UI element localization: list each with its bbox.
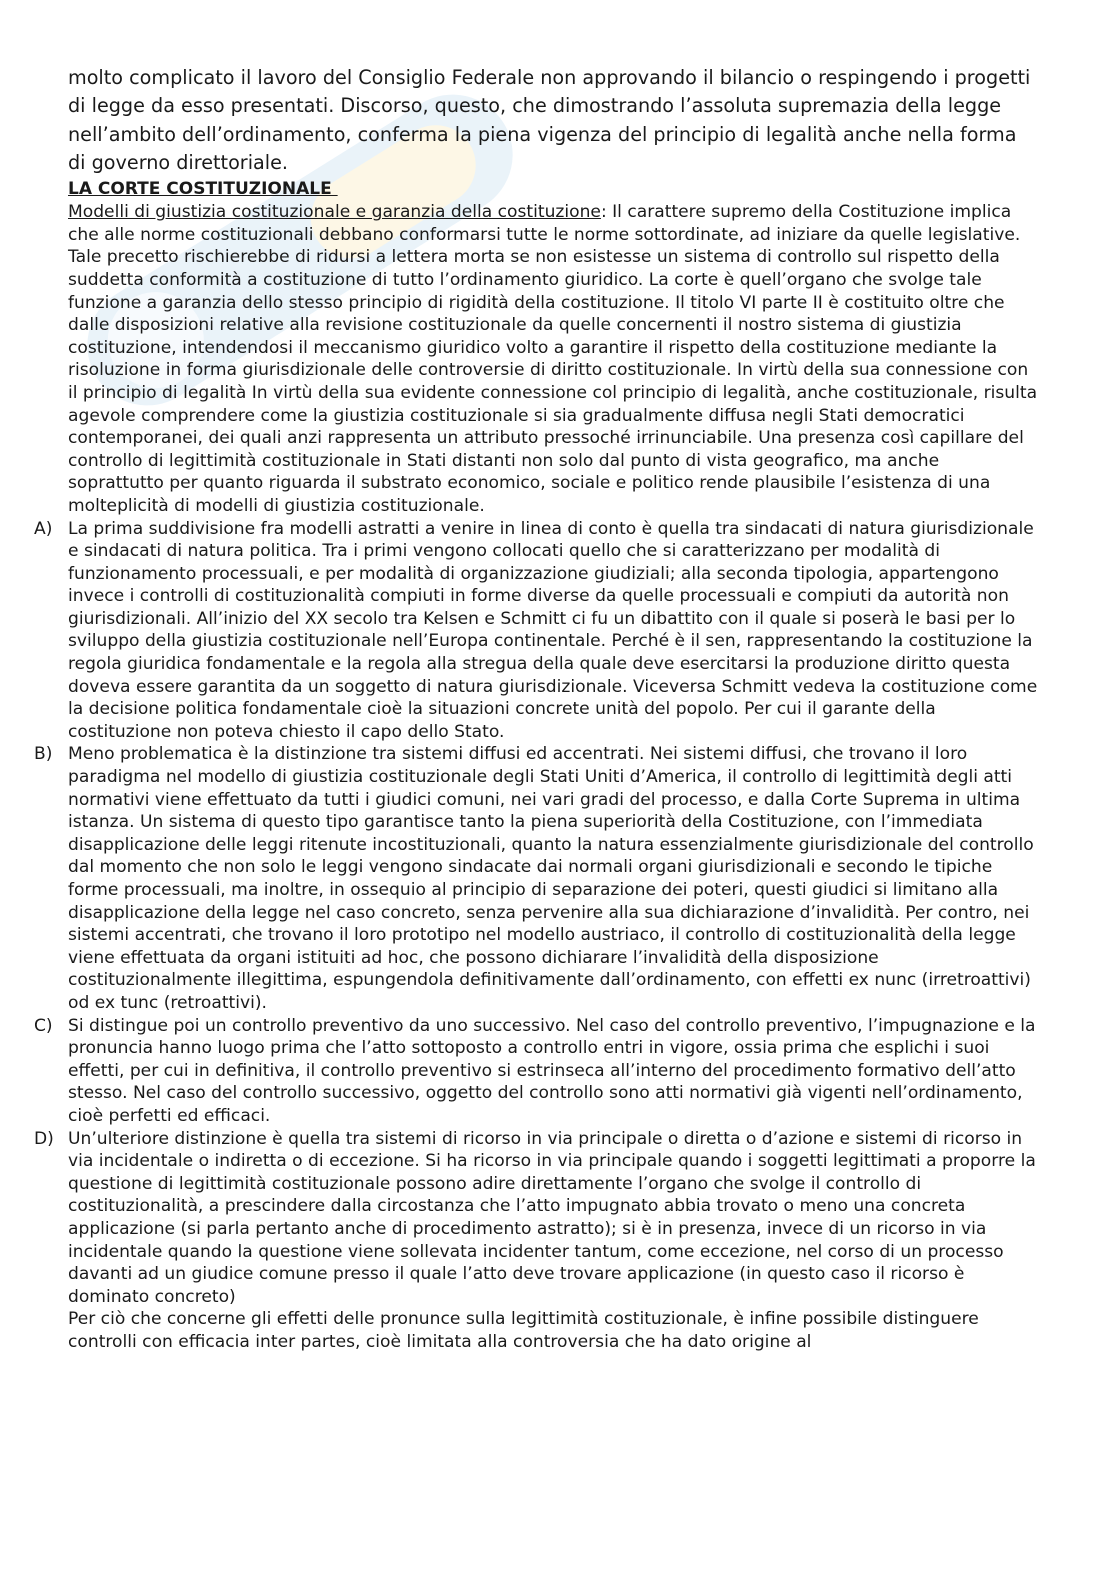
list-marker: A) xyxy=(34,518,53,539)
lead-text: : Il carattere supremo della Costituzione implica che alle norme costituzionali debbano conformarsi tutte le norme sottordinate, ad iniziare da quelle legislative. Tale precetto rischierebbe di ridursi a lettera morta se non esistesse un sistema di controllo sul rispetto della suddetta conformità a costituzione di tutto l’ordinamento giuridico. La corte è quell’organo che svolge tale funzione a garanzia dello stesso principio di rigidità della costituzione. Il titolo VI parte II è costituito oltre che dalle disposizioni relative alla revisione costituzionale da quelle concernenti il nostro sistema di giustizia costituzione, intendendosi il meccanismo giuridico volto a garantire il rispetto della costituzione mediante la risoluzione in forma giurisdizionale delle controversie di diritto costituzionale. In virtù della sua connessione con il principio di legalità In virtù della sua evidente connessione col principio di legalità, anche costituzionale, risulta agevole comprendere come la giustizia costituzionale si sia gradualmente diffusa negli Stati democratici contemporanei, dei quali anzi rappresenta un attributo pressoché irrinunciabile. Una presenza così capillare del controllo di legittimità costituzionale in Stati distanti non solo dal punto di vista geografico, ma anche soprattutto per quanto riguarda il substrato economico, sociale e politico rende plausibile l’esistenza di una molteplicità di modelli di giustizia costituzionale. xyxy=(68,202,1038,516)
document-page xyxy=(34,64,1040,1353)
list-item-c xyxy=(34,1015,1040,1128)
list-item-d xyxy=(34,1128,1040,1309)
list-marker: B) xyxy=(34,744,53,765)
list-item-text: Meno problematica è la distinzione tra sistemi diffusi ed accentrati. Nei sistemi diffusi, che trovano il loro paradigma nel modello di giustizia costituzionale degli Stati Uniti d’America, il controllo di legittimità degli atti normativi viene effettuato da tutti i giudici comuni, nei vari gradi del processo, e dalla Corte Suprema in ultima istanza. Un sistema di questo tipo garantisce tanto la piena superiorità della Costituzione, con l’immediata disapplicazione delle leggi ritenute incostituzionali, quanto la natura essenzialmente giurisdizionale del controllo dal momento che non solo le leggi vengono sindacate dai normali organi giurisdizionali e secondo le tipiche forme processuali, ma inoltre, in ossequio al principio di separazione dei poteri, questi giudici si limitano alla disapplicazione della legge nel caso concreto, senza pervenire alla sua dichiarazione d’invalidità. Per contro, nei sistemi accentrati, che trovano il loro prototipo nel modello austriaco, il controllo di costituzionalità della legge viene effettuata da organi istituiti ad hoc, che possono dichiarare l’invalidità della disposizione costituzionalmente illegittima, espungendola definitivamente dall’ordinamento, con effetti ex nunc (irretroattivi) od ex tunc (retroattivi). xyxy=(68,744,1034,1013)
closing-paragraph: Per ciò che concerne gli effetti delle pronunce sulla legittimità costituzionale, è infine possibile distinguere controlli con efficacia inter partes, cioè limitata alla controversia che ha dato origine al xyxy=(68,1309,979,1352)
list-item-a xyxy=(34,518,1040,744)
list-marker: D) xyxy=(34,1128,54,1149)
lead-paragraph xyxy=(68,201,1040,517)
list-item-b xyxy=(34,743,1040,1014)
subheading: Modelli di giustizia costituzionale e garanzia della costituzione xyxy=(68,202,601,223)
intro-paragraph: molto complicato il lavoro del Consiglio Federale non approvando il bilancio o respingendo i progetti di legge da esso presentati. Discorso, questo, che dimostrando l’assoluta supremazia della legge nell’ambito dell’ordinamento, conferma la piena vigenza del principio di legalità anche nella forma di governo direttoriale. xyxy=(68,66,1031,174)
list-item-text: Un’ulteriore distinzione è quella tra sistemi di ricorso in via principale o diretta o d’azione e sistemi di ricorso in via incidentale o indiretta o di eccezione. Si ha ricorso in via principale quando i soggetti legittimati a proporre la questione di legittimità costituzionale possono adire direttamente l’organo che svolge il controllo di costituzionalità, a prescindere dalla circostanza che l’atto impugnato abbia trovato o meno una concreta applicazione (si parla pertanto anche di procedimento astratto); si è in presenza, invece di un ricorso in via incidentale quando la questione viene sollevata incidenter tantum, come eccezione, nel corso di un processo davanti ad un giudice comune presso il quale l’atto deve trovare applicazione (in questo caso il ricorso è dominato concreto) xyxy=(68,1128,1036,1307)
list-marker: C) xyxy=(34,1015,53,1036)
list-item-text: Si distingue poi un controllo preventivo da uno successivo. Nel caso del controllo preventivo, l’impugnazione e la pronuncia hanno luogo prima che l’atto sottoposto a controllo entri in vigore, ossia prima che esplichi i suoi effetti, per cui in definitiva, il controllo preventivo si estrinseca all’interno del procedimento formativo dell’atto stesso. Nel caso del controllo successivo, oggetto del controllo sono atti normativi già vigenti nell’ordinamento, cioè perfetti ed efficaci. xyxy=(68,1015,1036,1126)
section-title: LA CORTE COSTITUZIONALE xyxy=(68,179,338,200)
list-item-text: La prima suddivisione fra modelli astratti a venire in linea di conto è quella tra sindacati di natura giurisdizionale e sindacati di natura politica. Tra i primi vengono collocati quello che si caratterizzano per modalità di funzionamento processuali, e per modalità di organizzazione giudiziali; alla seconda tipologia, appartengono invece i controlli di costituzionalità compiuti in forme diverse da quelle processuali e compiuti da autorità non giurisdizionali. All’inizio del XX secolo tra Kelsen e Schmitt ci fu un dibattito con il quale si poserà le basi per lo sviluppo della giustizia costituzionale nell’Europa continentale. Perché è il sen, rappresentando la costituzione la regola giuridica fondamentale e la regola alla stregua della quale deve esercitarsi la produzione diritto questa doveva essere garantita da un soggetto di natura giurisdizionale. Viceversa Schmitt vedeva la costituzione come la decisione politica fondamentale cioè la situazioni concrete unità del popolo. Per cui il garante della costituzione non poteva chiesto il capo dello Stato. xyxy=(68,518,1038,742)
